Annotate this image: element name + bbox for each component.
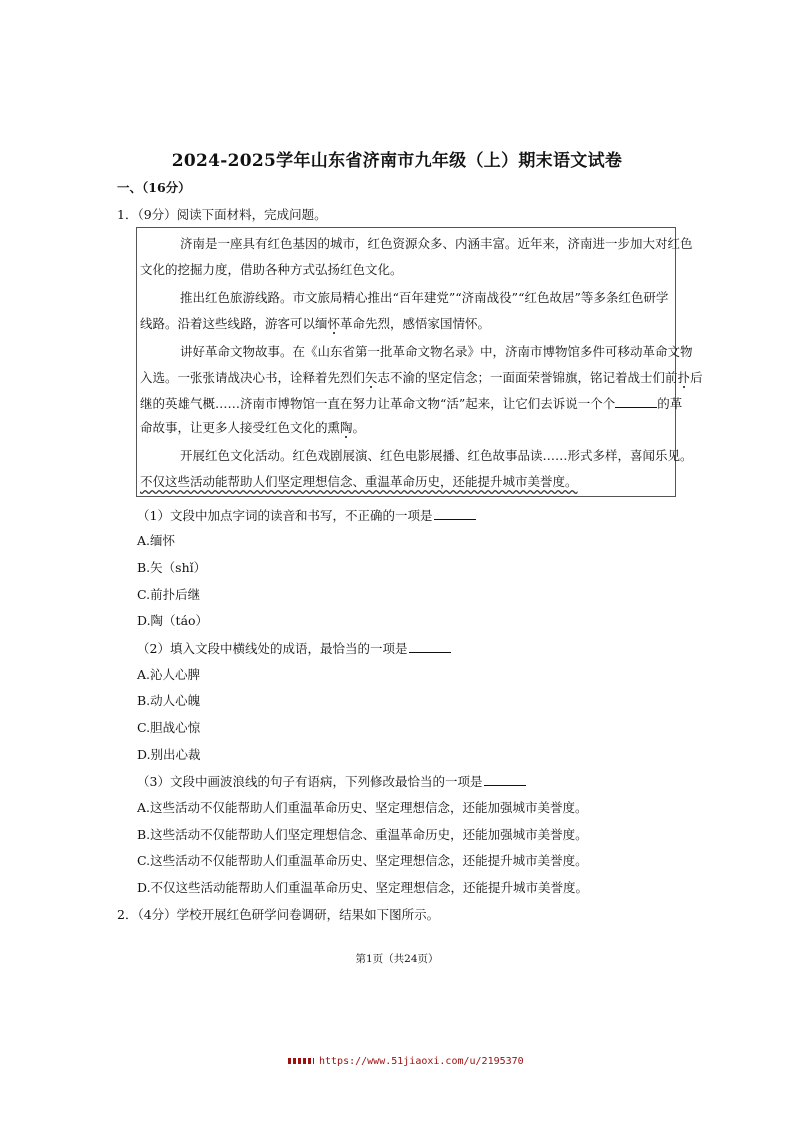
option-b: B.这些活动不仅能帮助人们坚定理想信念、重温革命历史，还能加强城市美誉度。 [137,827,588,842]
sub-question-2 [137,640,451,657]
passage-text: 志不渝的坚定信念；一面面荣誉锦旗，铭记着战士们前 [377,370,678,385]
answer-blank [434,507,476,520]
sub-question-text: （2）填入文段中横线处的成语，最恰当的一项是 [137,641,408,656]
question-1-stem: 1．（9分）阅读下面材料，完成问题。 [117,207,327,222]
passage-text: 入选。一张张请战决心书，诠释着先烈们 [140,370,366,385]
option-b: B.动人心魄 [137,693,201,708]
passage-line: 推出红色旅游线路。市文旅局精心推出“百年建党”“济南战役”“红色故居”等多条红色研学 [180,290,669,305]
passage-line: 开展红色文化活动。红色戏剧展演、红色电影展播、红色故事品读……形式多样，喜闻乐见。 [180,448,693,463]
dotted-character: 怀 [327,316,341,331]
exam-title: 2024-2025学年山东省济南市九年级（上）期末语文试卷 [171,151,623,171]
passage-line [140,395,682,412]
option-b: B.矢（shǐ） [137,560,207,575]
source-url[interactable] [288,1056,524,1067]
sub-question-text: （3）文段中画波浪线的句子有语病，下列修改最恰当的一项是 [137,774,483,789]
section-heading: 一、（16分） [117,180,191,195]
passage-line [140,370,703,386]
option-c: C.这些活动不仅能帮助人们重温革命历史、坚定理想信念，还能提升城市美誉度。 [137,853,588,868]
page-footer: 第1页（共24页） [355,953,439,965]
option-a: A.缅怀 [137,533,176,548]
dotted-character: 陶 [340,420,353,435]
passage-line [140,420,365,436]
option-c: C.胆战心惊 [137,720,201,735]
sub-question-3 [137,773,526,790]
sub-question-1 [137,507,476,524]
reading-passage-box [136,227,703,497]
fill-in-blank [615,395,657,408]
passage-text: 革命先烈，感悟家国情怀。 [340,316,491,331]
option-d: D.陶（táo） [137,613,209,628]
passage-line: 济南是一座具有红色基因的城市，红色资源众多、内涵丰富。近年来，济南进一步加大对红色 [180,236,693,251]
wavy-underlined-sentence: 不仅这些活动能帮助人们坚定理想信念、重温革命历史，还能提升城市美誉度。 [140,474,578,489]
dotted-character: 扑 [677,370,691,385]
passage-line [140,316,490,332]
site-logo-icon [288,1058,314,1064]
passage-text: 。 [352,420,366,435]
answer-blank [484,773,526,786]
option-a: A.沁人心脾 [137,667,201,682]
passage-text: 命故事，让更多人接受红色文化的熏 [140,420,341,435]
passage-text: 后 [690,370,703,385]
source-url-text: https://www.51jiaoxi.com/u/2195370 [319,1056,524,1067]
passage-text: 线路。沿着这些线路，游客可以缅 [140,316,328,331]
passage-text: 的革 [657,396,683,411]
sub-question-text: （1）文段中加点字词的读音和书写，不正确的一项是 [137,508,433,523]
option-c: C.前扑后继 [137,587,201,602]
dotted-character: 矢 [365,370,378,385]
option-d: D.不仅这些活动能帮助人们重温革命历史、坚定理想信念，还能提升城市美誉度。 [137,880,589,895]
answer-blank [409,640,451,653]
option-a: A.这些活动不仅能帮助人们重温革命历史、坚定理想信念，还能加强城市美誉度。 [137,800,588,815]
passage-text: 继的英雄气概……济南市博物馆一直在努力让革命文物“活”起来，让它们去诉说一个个 [140,396,616,411]
option-d: D.别出心裁 [137,747,201,762]
passage-line: 讲好革命文物故事。在《山东省第一批革命文物名录》中，济南市博物馆多件可移动革命文物 [180,344,693,359]
passage-line: 文化的挖掘力度，借助各种方式弘扬红色文化。 [140,262,403,277]
question-2-stem: 2．（4分）学校开展红色研学问卷调研，结果如下图所示。 [117,907,440,922]
